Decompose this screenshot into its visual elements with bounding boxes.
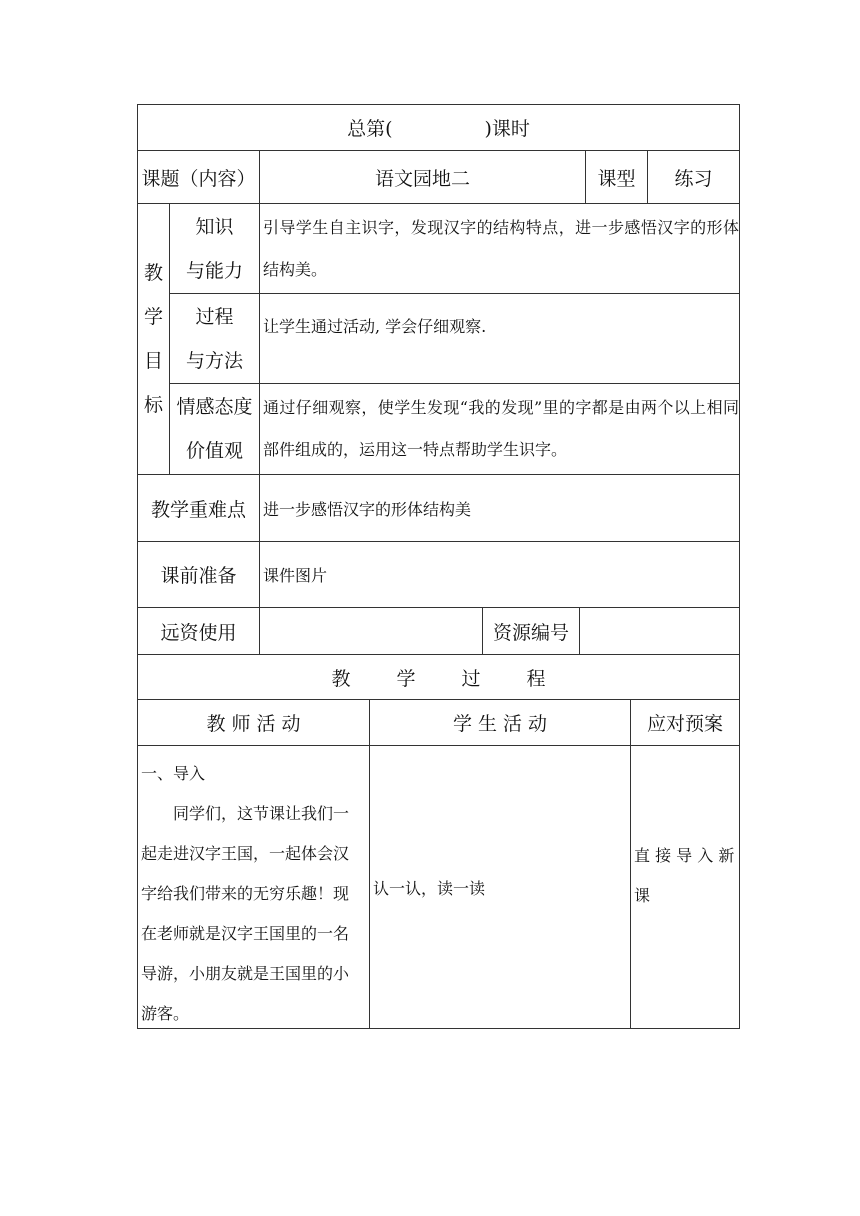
teacher-activity-line: 字给我们带来的无穷乐趣！现: [141, 884, 350, 903]
objective-process-label: [170, 294, 260, 384]
key-points-label: 教学重难点: [137, 475, 260, 542]
objective-process-row: [137, 294, 740, 384]
teacher-activity-line: 在老师就是汉字王国里的一名: [141, 924, 350, 943]
resources-row: [137, 608, 740, 655]
objective-label-line: 价值观: [185, 440, 243, 462]
teacher-activity-header: 教 师 活 动: [137, 700, 370, 746]
key-points-row: [137, 475, 740, 542]
preparation-text: 课件图片: [260, 542, 740, 608]
student-activity-header: 学 生 活 动: [370, 700, 631, 746]
objective-knowledge-paragraph: 引导学生自主识字，发现汉字的结构特点，进一步感悟汉字的形体结构美。: [263, 217, 739, 279]
process-title-row: [137, 655, 740, 700]
lesson-count-prefix: 总第(: [347, 118, 393, 140]
response-plan-line: 课: [634, 886, 651, 905]
student-activity-cell: 认一认，读一读: [370, 746, 631, 1029]
objective-emotion-label: [170, 384, 260, 475]
lesson-count-row: [137, 104, 740, 151]
process-header-row: [137, 700, 740, 746]
process-content-row: [137, 746, 740, 1029]
process-title-char: 过: [461, 667, 481, 690]
teacher-activity-line: 导游，小朋友就是王国里的小: [141, 964, 350, 983]
topic-label: 课题（内容）: [137, 151, 260, 204]
teacher-activity-cell: [137, 746, 370, 1029]
lesson-count-suffix: )课时: [484, 118, 530, 140]
teacher-activity-line: 游客。: [141, 1004, 190, 1023]
objectives-char: 目: [143, 350, 163, 372]
response-plan-line: 直 接 导 入 新: [634, 846, 735, 865]
objective-emotion-row: [137, 384, 740, 475]
objectives-char: 教: [143, 262, 163, 284]
process-title: [137, 655, 740, 700]
objective-label-line: 与能力: [185, 259, 243, 282]
resources-label: 远资使用: [137, 608, 260, 655]
teacher-activity-line: 一、导入: [141, 764, 206, 783]
response-plan-cell: [631, 746, 740, 1029]
resource-number-value: [580, 608, 740, 655]
resource-number-label: 资源编号: [483, 608, 580, 655]
objective-knowledge-row: [137, 204, 740, 294]
preparation-label: 课前准备: [137, 542, 260, 608]
objective-label-line: 过程: [195, 305, 234, 328]
teacher-activity-line: 起走进汉字王国，一起体会汉: [141, 844, 350, 863]
objective-process-text: 让学生通过活动, 学会仔细观察.: [260, 294, 740, 384]
lesson-count-cell: [137, 104, 740, 151]
objectives-char: 标: [143, 394, 163, 416]
lesson-type-value: 练习: [648, 151, 740, 204]
objective-knowledge-text: [260, 204, 740, 294]
lesson-type-label: 课型: [586, 151, 648, 204]
response-plan-header: 应对预案: [631, 700, 740, 746]
objective-label-line: 情感态度: [176, 396, 253, 418]
topic-row: [137, 151, 740, 204]
objective-emotion-text: [260, 384, 740, 475]
topic-value: 语文园地二: [260, 151, 586, 204]
preparation-row: [137, 542, 740, 608]
objective-label-line: 知识: [195, 215, 234, 238]
teacher-activity-line: 同学们，这节课让我们一: [173, 804, 350, 823]
process-title-char: 教: [331, 667, 351, 690]
process-title-char: 学: [396, 667, 416, 690]
objective-label-line: 与方法: [185, 349, 243, 372]
objective-emotion-paragraph: 通过仔细观察，使学生发现“我的发现”里的字都是由两个以上相同部件组成的，运用这一特点帮助学生识字。: [263, 398, 739, 459]
key-points-text: 进一步感悟汉字的形体结构美: [260, 475, 740, 542]
objective-knowledge-label: [170, 204, 260, 294]
resources-value: [260, 608, 483, 655]
process-title-char: 程: [526, 667, 546, 690]
objectives-char: 学: [143, 306, 163, 328]
